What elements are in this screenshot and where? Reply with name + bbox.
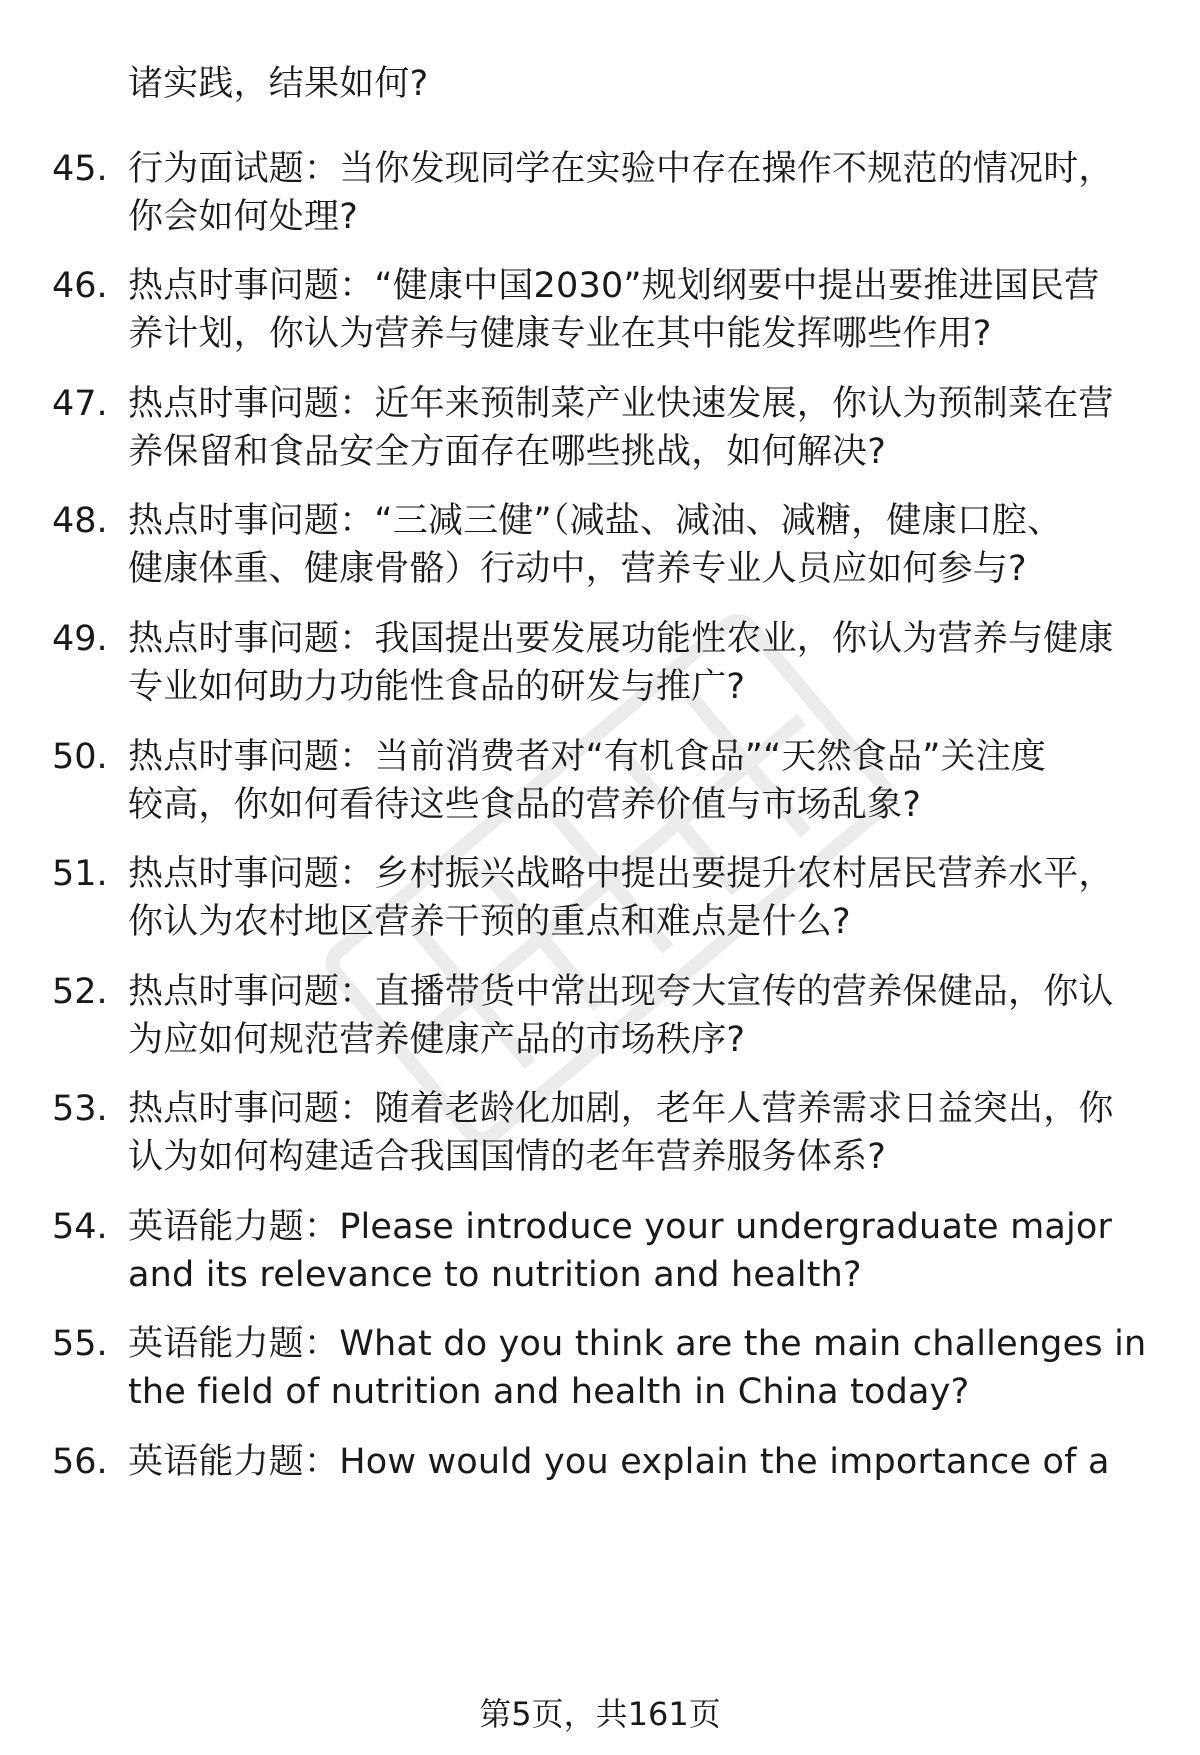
item-text-line: 热点时事问题：“三减三健”（减盐、减油、减糖，健康口腔、	[128, 501, 1063, 541]
item-text-line: 较高，你如何看待这些食品的营养价值与市场乱象?	[128, 785, 922, 825]
item-text-line: 热点时事问题：“健康中国2030”规划纲要中提出要推进国民营	[128, 266, 1100, 306]
item-number: 48.	[52, 501, 108, 541]
item-number: 46.	[52, 266, 108, 306]
item-text-line: 英语能力题：Please introduce your undergraduate major	[128, 1207, 1113, 1247]
item-text-line: and its relevance to nutrition and health?	[128, 1255, 862, 1295]
item-text-line: 热点时事问题：直播带货中常出现夸大宣传的营养保健品，你认	[128, 972, 1114, 1012]
item-number: 55.	[52, 1324, 108, 1364]
item-number: 50.	[52, 737, 108, 777]
item-number: 56.	[52, 1442, 108, 1482]
item-text-line: 为应如何规范营养健康产品的市场秩序?	[128, 1020, 746, 1060]
item-text-line: the field of nutrition and health in China today?	[128, 1372, 970, 1412]
item-number: 45.	[52, 149, 108, 189]
item-text-line: 英语能力题：How would you explain the importance of a	[128, 1442, 1110, 1482]
item-number: 47.	[52, 384, 108, 424]
item-text-line: 行为面试题：当你发现同学在实验中存在操作不规范的情况时，	[128, 149, 1114, 189]
item-text-line: 健康体重、健康骨骼）行动中，营养专业人员应如何参与?	[128, 549, 1027, 589]
item-text-line: 热点时事问题：乡村振兴战略中提出要提升农村居民营养水平，	[128, 854, 1114, 894]
item-text-line: 养计划，你认为营养与健康专业在其中能发挥哪些作用?	[128, 314, 992, 354]
item-text-line: 养保留和食品安全方面存在哪些挑战，如何解决?	[128, 432, 886, 472]
item-text-line: 认为如何构建适合我国国情的老年营养服务体系?	[128, 1137, 886, 1177]
item-text-line: 你认为农村地区营养干预的重点和难点是什么?	[128, 902, 851, 942]
item-number: 49.	[52, 619, 108, 659]
item-number: 54.	[52, 1207, 108, 1247]
item-text-line: 热点时事问题：随着老龄化加剧，老年人营养需求日益突出，你	[128, 1089, 1114, 1129]
item-text-line: 你会如何处理?	[128, 197, 358, 237]
item-number: 52.	[52, 972, 108, 1012]
item-number: 53.	[52, 1089, 108, 1129]
item-text-line: 热点时事问题：当前消费者对“有机食品”“天然食品”关注度	[128, 737, 1047, 777]
item-text-line: 专业如何助力功能性食品的研发与推广?	[128, 667, 746, 707]
continuation-line: 诸实践，结果如何?	[128, 64, 429, 104]
item-number: 51.	[52, 854, 108, 894]
item-text-line: 热点时事问题：我国提出要发展功能性农业，你认为营养与健康	[128, 619, 1114, 659]
item-text-line: 热点时事问题：近年来预制菜产业快速发展，你认为预制菜在营	[128, 384, 1114, 424]
page-footer: 第5页，共161页	[479, 1695, 721, 1733]
item-text-line: 英语能力题：What do you think are the main challenges in	[128, 1324, 1147, 1364]
